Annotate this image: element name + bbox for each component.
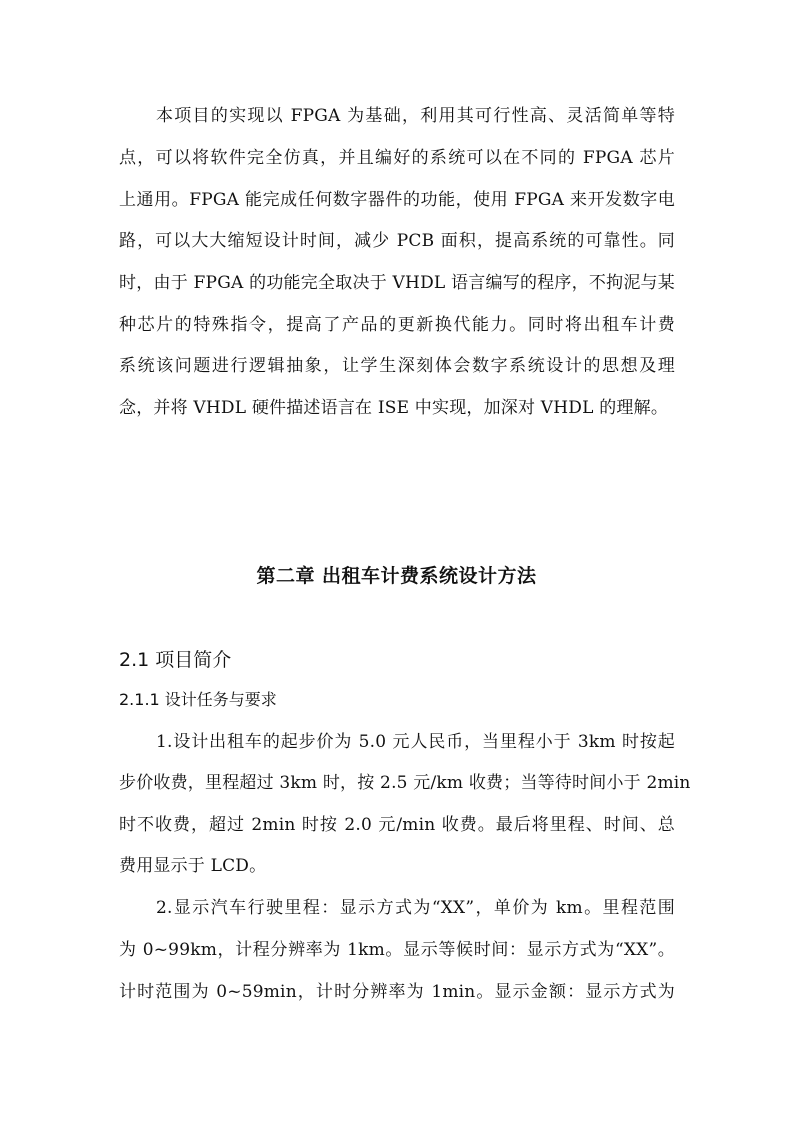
intro-line: 系统该问题进行逻辑抽象，让学生深刻体会数字系统设计的思想及理: [119, 356, 675, 376]
chapter-title: 第二章 出租车计费系统设计方法: [256, 565, 537, 587]
section-title: 2.1 项目简介: [119, 649, 232, 671]
intro-line: 念，并将 VHDL 硬件描述语言在 ISE 中实现，加深对 VHDL 的理解。: [119, 398, 669, 418]
intro-line: 路，可以大大缩短设计时间，减少 PCB 面积，提高系统的可靠性。同: [119, 231, 675, 251]
requirement-line: 为 0~99km，计程分辨率为 1km。显示等候时间：显示方式为“XX”。: [119, 940, 675, 960]
requirement-line: 2.显示汽车行驶里程：显示方式为“XX”，单价为 km。里程范围: [156, 898, 675, 918]
requirement-line: 1.设计出租车的起步价为 5.0 元人民币，当里程小于 3km 时按起: [156, 732, 675, 752]
subsection-title: 2.1.1 设计任务与要求: [119, 690, 277, 709]
requirement-line: 步价收费，里程超过 3km 时，按 2.5 元/km 收费；当等待时间小于 2min: [119, 773, 691, 793]
intro-line: 点，可以将软件完全仿真，并且编好的系统可以在不同的 FPGA 芯片: [119, 148, 675, 168]
intro-line: 上通用。FPGA 能完成任何数字器件的功能，使用 FPGA 来开发数字电: [119, 190, 675, 210]
requirement-line: 时不收费，超过 2min 时按 2.0 元/min 收费。最后将里程、时间、总: [119, 815, 675, 835]
requirement-line: 费用显示于 LCD。: [119, 856, 267, 876]
intro-line: 时，由于 FPGA 的功能完全取决于 VHDL 语言编写的程序，不拘泥与某: [119, 273, 675, 293]
intro-line: 种芯片的特殊指令，提高了产品的更新换代能力。同时将出租车计费: [119, 315, 675, 335]
requirement-line: 计时范围为 0~59min，计时分辨率为 1min。显示金额：显示方式为: [119, 982, 675, 1002]
intro-line: 本项目的实现以 FPGA 为基础，利用其可行性高、灵活简单等特: [156, 106, 675, 126]
